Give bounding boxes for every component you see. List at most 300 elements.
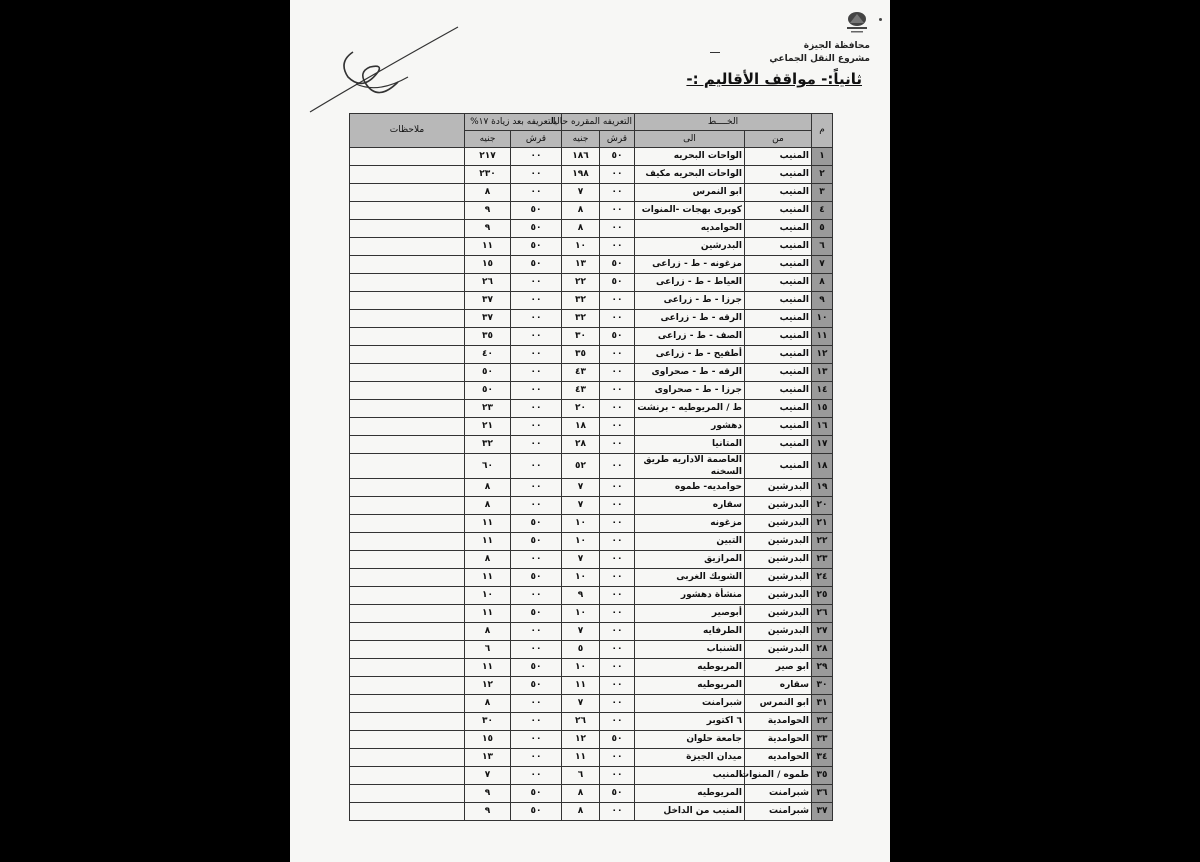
- from-cell: ابو النمرس: [745, 695, 812, 713]
- new-piaster-cell: ٠٠: [511, 731, 562, 749]
- current-piaster-cell: ٠٠: [600, 749, 635, 767]
- table-row: [349, 436, 832, 454]
- current-pound-cell: ٣٠: [562, 328, 600, 346]
- new-piaster-cell: ٠٠: [511, 641, 562, 659]
- notes-cell: [349, 587, 464, 605]
- col-notes-header: ملاحظات: [349, 114, 464, 148]
- row-number: ٢٩: [812, 659, 833, 677]
- current-pound-cell: ٥: [562, 641, 600, 659]
- table-row: [349, 605, 832, 623]
- row-number: ٣٠: [812, 677, 833, 695]
- from-cell: شبرامنت: [745, 785, 812, 803]
- to-cell: العاصمة الاداريه طريق السخنه: [635, 454, 745, 479]
- governorate-logo-icon: [840, 10, 874, 38]
- to-cell: شبرامنت: [635, 695, 745, 713]
- col-number-header: م: [812, 114, 833, 148]
- notes-cell: [349, 623, 464, 641]
- new-pound-cell: ٧: [464, 767, 510, 785]
- new-piaster-cell: ٠٠: [511, 587, 562, 605]
- current-pound-cell: ٢٦: [562, 713, 600, 731]
- from-cell: المنيب: [745, 454, 812, 479]
- table-row: [349, 695, 832, 713]
- table-row: [349, 220, 832, 238]
- notes-cell: [349, 767, 464, 785]
- new-pound-cell: ٩: [464, 803, 510, 821]
- col-new-pound-header: جنيه: [464, 131, 510, 148]
- new-pound-cell: ٤٠: [464, 346, 510, 364]
- to-cell: الواحات البحريه: [635, 148, 745, 166]
- current-piaster-cell: ٥٠: [600, 785, 635, 803]
- current-pound-cell: ١٩٨: [562, 166, 600, 184]
- new-pound-cell: ١٥: [464, 256, 510, 274]
- row-number: ٢٤: [812, 569, 833, 587]
- notes-cell: [349, 454, 464, 479]
- new-piaster-cell: ٠٠: [511, 623, 562, 641]
- notes-cell: [349, 346, 464, 364]
- table-row: [349, 148, 832, 166]
- to-cell: الحوامديه: [635, 220, 745, 238]
- current-piaster-cell: ٠٠: [600, 803, 635, 821]
- to-cell: الشنباب: [635, 641, 745, 659]
- current-piaster-cell: ٥٠: [600, 256, 635, 274]
- row-number: ٣٥: [812, 767, 833, 785]
- new-piaster-cell: ٠٠: [511, 310, 562, 328]
- new-pound-cell: ٣٥: [464, 328, 510, 346]
- new-piaster-cell: ٥٠: [511, 220, 562, 238]
- new-pound-cell: ٥٠: [464, 382, 510, 400]
- row-number: ١٩: [812, 479, 833, 497]
- table-row: [349, 256, 832, 274]
- new-piaster-cell: ٠٠: [511, 328, 562, 346]
- row-number: ١٥: [812, 400, 833, 418]
- current-piaster-cell: ٥٠: [600, 274, 635, 292]
- notes-cell: [349, 713, 464, 731]
- new-piaster-cell: ٠٠: [511, 292, 562, 310]
- org-name: محافظة الجيزة: [803, 41, 870, 51]
- notes-cell: [349, 166, 464, 184]
- current-piaster-cell: ٠٠: [600, 479, 635, 497]
- to-cell: المنيب من الداخل: [635, 803, 745, 821]
- new-piaster-cell: ٠٠: [511, 479, 562, 497]
- from-cell: البدرشين: [745, 587, 812, 605]
- tariff-table: [349, 113, 833, 821]
- from-cell: المنيب: [745, 166, 812, 184]
- row-number: ٢٧: [812, 623, 833, 641]
- from-cell: البدرشين: [745, 569, 812, 587]
- from-cell: المنيب: [745, 274, 812, 292]
- row-number: ٣١: [812, 695, 833, 713]
- table-row: [349, 346, 832, 364]
- from-cell: البدرشين: [745, 551, 812, 569]
- current-pound-cell: ٤٣: [562, 382, 600, 400]
- current-piaster-cell: ٠٠: [600, 569, 635, 587]
- current-pound-cell: ٣٢: [562, 310, 600, 328]
- current-piaster-cell: ٠٠: [600, 346, 635, 364]
- row-number: ١٤: [812, 382, 833, 400]
- current-pound-cell: ٧: [562, 497, 600, 515]
- to-cell: جرزا - ط - زراعى: [635, 292, 745, 310]
- current-pound-cell: ١١: [562, 677, 600, 695]
- from-cell: المنيب: [745, 310, 812, 328]
- from-cell: المنيب: [745, 184, 812, 202]
- table-row: [349, 328, 832, 346]
- current-pound-cell: ١١: [562, 749, 600, 767]
- to-cell: كوبرى بهجات -المنوات: [635, 202, 745, 220]
- notes-cell: [349, 274, 464, 292]
- notes-cell: [349, 202, 464, 220]
- new-pound-cell: ٨: [464, 623, 510, 641]
- new-pound-cell: ٥٠: [464, 364, 510, 382]
- col-current-piaster-header: قرش: [600, 131, 635, 148]
- new-pound-cell: ١١: [464, 605, 510, 623]
- table-row: [349, 767, 832, 785]
- from-cell: المنيب: [745, 418, 812, 436]
- to-cell: ميدان الجيزة: [635, 749, 745, 767]
- project-name: مشروع النقل الجماعي: [769, 54, 870, 64]
- current-pound-cell: ٧: [562, 479, 600, 497]
- to-cell: المريوطيه: [635, 659, 745, 677]
- new-piaster-cell: ٥٠: [511, 202, 562, 220]
- row-number: ٣٣: [812, 731, 833, 749]
- new-piaster-cell: ٠٠: [511, 148, 562, 166]
- to-cell: الرقه - ط - زراعى: [635, 310, 745, 328]
- row-number: ٢٣: [812, 551, 833, 569]
- notes-cell: [349, 382, 464, 400]
- new-pound-cell: ٦: [464, 641, 510, 659]
- row-number: ٢٢: [812, 533, 833, 551]
- current-pound-cell: ١٠: [562, 659, 600, 677]
- to-cell: أطفيح - ط - زراعى: [635, 346, 745, 364]
- row-number: ٥: [812, 220, 833, 238]
- document-page: [290, 0, 890, 862]
- row-number: ١٣: [812, 364, 833, 382]
- new-piaster-cell: ٥٠: [511, 659, 562, 677]
- notes-cell: [349, 436, 464, 454]
- to-cell: جرزا - ط - صحراوى: [635, 382, 745, 400]
- table-row: [349, 515, 832, 533]
- notes-cell: [349, 803, 464, 821]
- to-cell: حوامديه- طموه: [635, 479, 745, 497]
- current-piaster-cell: ٠٠: [600, 292, 635, 310]
- new-pound-cell: ٨: [464, 695, 510, 713]
- from-cell: المنيب: [745, 400, 812, 418]
- new-pound-cell: ٨: [464, 551, 510, 569]
- current-pound-cell: ٨: [562, 803, 600, 821]
- to-cell: المنيب: [635, 767, 745, 785]
- from-cell: سقاره: [745, 677, 812, 695]
- to-cell: البدرشين: [635, 238, 745, 256]
- table-row: [349, 382, 832, 400]
- current-piaster-cell: ٠٠: [600, 515, 635, 533]
- to-cell: منشأة دهشور: [635, 587, 745, 605]
- col-line-header: الخــــط: [635, 114, 812, 131]
- from-cell: ابو صير: [745, 659, 812, 677]
- current-piaster-cell: ٠٠: [600, 220, 635, 238]
- notes-cell: [349, 184, 464, 202]
- to-cell: الرقه - ط - صحراوى: [635, 364, 745, 382]
- new-piaster-cell: ٠٠: [511, 400, 562, 418]
- notes-cell: [349, 551, 464, 569]
- col-current-pound-header: جنيه: [562, 131, 600, 148]
- handwritten-signature: [308, 22, 458, 117]
- col-new-piaster-header: قرش: [511, 131, 562, 148]
- notes-cell: [349, 515, 464, 533]
- from-cell: البدرشين: [745, 515, 812, 533]
- current-pound-cell: ١٣: [562, 256, 600, 274]
- new-pound-cell: ٢٣: [464, 400, 510, 418]
- current-pound-cell: ٨: [562, 220, 600, 238]
- current-pound-cell: ١٠: [562, 569, 600, 587]
- from-cell: المنيب: [745, 346, 812, 364]
- notes-cell: [349, 256, 464, 274]
- from-cell: المنيب: [745, 220, 812, 238]
- new-pound-cell: ٣٧: [464, 292, 510, 310]
- current-pound-cell: ١٠: [562, 533, 600, 551]
- from-cell: المنيب: [745, 328, 812, 346]
- current-pound-cell: ٣٢: [562, 292, 600, 310]
- new-pound-cell: ١١: [464, 238, 510, 256]
- current-pound-cell: ١٠: [562, 515, 600, 533]
- notes-cell: [349, 569, 464, 587]
- current-piaster-cell: ٠٠: [600, 202, 635, 220]
- table-row: [349, 238, 832, 256]
- new-piaster-cell: ٠٠: [511, 436, 562, 454]
- notes-cell: [349, 292, 464, 310]
- new-piaster-cell: ٥٠: [511, 569, 562, 587]
- current-piaster-cell: ٠٠: [600, 533, 635, 551]
- to-cell: التبين: [635, 533, 745, 551]
- from-cell: المنيب: [745, 292, 812, 310]
- table-row: [349, 785, 832, 803]
- new-pound-cell: ٢٣٠: [464, 166, 510, 184]
- notes-cell: [349, 695, 464, 713]
- table-row: [349, 166, 832, 184]
- col-from-header: من: [745, 131, 812, 148]
- from-cell: البدرشين: [745, 479, 812, 497]
- row-number: ٦: [812, 238, 833, 256]
- to-cell: مزغونه: [635, 515, 745, 533]
- from-cell: المنيب: [745, 364, 812, 382]
- table-row: [349, 184, 832, 202]
- current-piaster-cell: ٠٠: [600, 166, 635, 184]
- notes-cell: [349, 220, 464, 238]
- table-row: [349, 713, 832, 731]
- notes-cell: [349, 328, 464, 346]
- notes-cell: [349, 659, 464, 677]
- table-row: [349, 677, 832, 695]
- row-number: ٢: [812, 166, 833, 184]
- notes-cell: [349, 310, 464, 328]
- table-row: [349, 533, 832, 551]
- to-cell: الواحات البحريه مكيف: [635, 166, 745, 184]
- to-cell: مزغونه - ط - زراعى: [635, 256, 745, 274]
- to-cell: دهشور: [635, 418, 745, 436]
- current-piaster-cell: ٥٠: [600, 731, 635, 749]
- col-to-header: الى: [635, 131, 745, 148]
- table-row: [349, 418, 832, 436]
- current-piaster-cell: ٠٠: [600, 310, 635, 328]
- current-pound-cell: ٢٢: [562, 274, 600, 292]
- new-pound-cell: ٩: [464, 202, 510, 220]
- notes-cell: [349, 497, 464, 515]
- to-cell: الشوبك الغربى: [635, 569, 745, 587]
- current-piaster-cell: ٠٠: [600, 184, 635, 202]
- table-row: [349, 641, 832, 659]
- from-cell: البدرشين: [745, 533, 812, 551]
- to-cell: أبوصير: [635, 605, 745, 623]
- current-pound-cell: ١٠: [562, 605, 600, 623]
- current-pound-cell: ٢٨: [562, 436, 600, 454]
- row-number: ٢٨: [812, 641, 833, 659]
- notes-cell: [349, 641, 464, 659]
- new-pound-cell: ١١: [464, 569, 510, 587]
- notes-cell: [349, 731, 464, 749]
- row-number: ٢٠: [812, 497, 833, 515]
- current-pound-cell: ٧: [562, 551, 600, 569]
- notes-cell: [349, 533, 464, 551]
- row-number: ٣٤: [812, 749, 833, 767]
- row-number: ١٠: [812, 310, 833, 328]
- current-piaster-cell: ٠٠: [600, 623, 635, 641]
- row-number: ٧: [812, 256, 833, 274]
- row-number: ١٧: [812, 436, 833, 454]
- current-piaster-cell: ٠٠: [600, 400, 635, 418]
- row-number: ٢٦: [812, 605, 833, 623]
- new-piaster-cell: ٠٠: [511, 695, 562, 713]
- notes-cell: [349, 148, 464, 166]
- new-piaster-cell: ٠٠: [511, 166, 562, 184]
- notes-cell: [349, 238, 464, 256]
- current-pound-cell: ٩: [562, 587, 600, 605]
- current-pound-cell: ٨: [562, 785, 600, 803]
- to-cell: الطرفايه: [635, 623, 745, 641]
- new-pound-cell: ١٢: [464, 677, 510, 695]
- from-cell: طموه / المنوات: [745, 767, 812, 785]
- table-row: [349, 731, 832, 749]
- to-cell: المرازيق: [635, 551, 745, 569]
- current-pound-cell: ٧: [562, 623, 600, 641]
- current-piaster-cell: ٠٠: [600, 677, 635, 695]
- to-cell: ٦ اكتوبر: [635, 713, 745, 731]
- from-cell: المنيب: [745, 256, 812, 274]
- from-cell: الحوامديه: [745, 749, 812, 767]
- new-piaster-cell: ٥٠: [511, 803, 562, 821]
- new-piaster-cell: ٠٠: [511, 767, 562, 785]
- row-number: ٣: [812, 184, 833, 202]
- table-row: [349, 623, 832, 641]
- new-piaster-cell: ٠٠: [511, 749, 562, 767]
- from-cell: البدرشين: [745, 497, 812, 515]
- from-cell: البدرشين: [745, 641, 812, 659]
- new-pound-cell: ١٠: [464, 587, 510, 605]
- row-number: ١: [812, 148, 833, 166]
- current-piaster-cell: ٠٠: [600, 454, 635, 479]
- from-cell: المنيب: [745, 238, 812, 256]
- current-pound-cell: ٧: [562, 695, 600, 713]
- current-pound-cell: ١٨٦: [562, 148, 600, 166]
- row-number: ١١: [812, 328, 833, 346]
- from-cell: المنيب: [745, 148, 812, 166]
- row-number: ٢٥: [812, 587, 833, 605]
- new-piaster-cell: ٠٠: [511, 713, 562, 731]
- to-cell: المتانيا: [635, 436, 745, 454]
- current-pound-cell: ١٠: [562, 238, 600, 256]
- letterhead: [769, 40, 870, 66]
- table-row: [349, 497, 832, 515]
- current-pound-cell: ٨: [562, 202, 600, 220]
- from-cell: الحوامدية: [745, 713, 812, 731]
- current-pound-cell: ٣٥: [562, 346, 600, 364]
- current-piaster-cell: ٠٠: [600, 382, 635, 400]
- corner-mark: [879, 18, 882, 21]
- table-row: [349, 454, 832, 479]
- new-pound-cell: ٩: [464, 785, 510, 803]
- row-number: ٩: [812, 292, 833, 310]
- notes-cell: [349, 785, 464, 803]
- table-row: [349, 749, 832, 767]
- to-cell: سقاره: [635, 497, 745, 515]
- new-pound-cell: ٣٠: [464, 713, 510, 731]
- current-pound-cell: ٦: [562, 767, 600, 785]
- from-cell: المنيب: [745, 436, 812, 454]
- to-cell: جامعة حلوان: [635, 731, 745, 749]
- to-cell: الصف - ط - زراعى: [635, 328, 745, 346]
- new-pound-cell: ٨: [464, 184, 510, 202]
- current-piaster-cell: ٥٠: [600, 328, 635, 346]
- current-piaster-cell: ٠٠: [600, 605, 635, 623]
- new-piaster-cell: ٥٠: [511, 515, 562, 533]
- new-pound-cell: ٩: [464, 220, 510, 238]
- table-row: [349, 479, 832, 497]
- current-piaster-cell: ٠٠: [600, 767, 635, 785]
- new-piaster-cell: ٥٠: [511, 238, 562, 256]
- current-piaster-cell: ٠٠: [600, 659, 635, 677]
- to-cell: المريوطيه: [635, 785, 745, 803]
- from-cell: شبرامنت: [745, 803, 812, 821]
- current-pound-cell: ١٨: [562, 418, 600, 436]
- new-piaster-cell: ٠٠: [511, 497, 562, 515]
- new-pound-cell: ١٣: [464, 749, 510, 767]
- row-number: ٣٢: [812, 713, 833, 731]
- row-number: ٨: [812, 274, 833, 292]
- new-piaster-cell: ٠٠: [511, 274, 562, 292]
- new-piaster-cell: ٠٠: [511, 184, 562, 202]
- new-pound-cell: ٢١: [464, 418, 510, 436]
- to-cell: ط / المريوطيه - برنشت: [635, 400, 745, 418]
- new-pound-cell: ١١: [464, 533, 510, 551]
- from-cell: البدرشين: [745, 623, 812, 641]
- to-cell: ابو النمرس: [635, 184, 745, 202]
- table-row: [349, 400, 832, 418]
- from-cell: البدرشين: [745, 605, 812, 623]
- new-pound-cell: ٣٧: [464, 310, 510, 328]
- current-piaster-cell: ٠٠: [600, 238, 635, 256]
- row-number: ٢١: [812, 515, 833, 533]
- current-pound-cell: ٢٠: [562, 400, 600, 418]
- row-number: ٤: [812, 202, 833, 220]
- table-row: [349, 274, 832, 292]
- from-cell: المنيب: [745, 382, 812, 400]
- current-piaster-cell: ٠٠: [600, 436, 635, 454]
- table-row: [349, 659, 832, 677]
- table-row: [349, 551, 832, 569]
- current-piaster-cell: ٥٠: [600, 148, 635, 166]
- table-row: [349, 587, 832, 605]
- notes-cell: [349, 749, 464, 767]
- from-cell: الحوامدية: [745, 731, 812, 749]
- page-title: ثانياً:- مواقف الأقاليم :-: [686, 70, 862, 88]
- new-piaster-cell: ٠٠: [511, 418, 562, 436]
